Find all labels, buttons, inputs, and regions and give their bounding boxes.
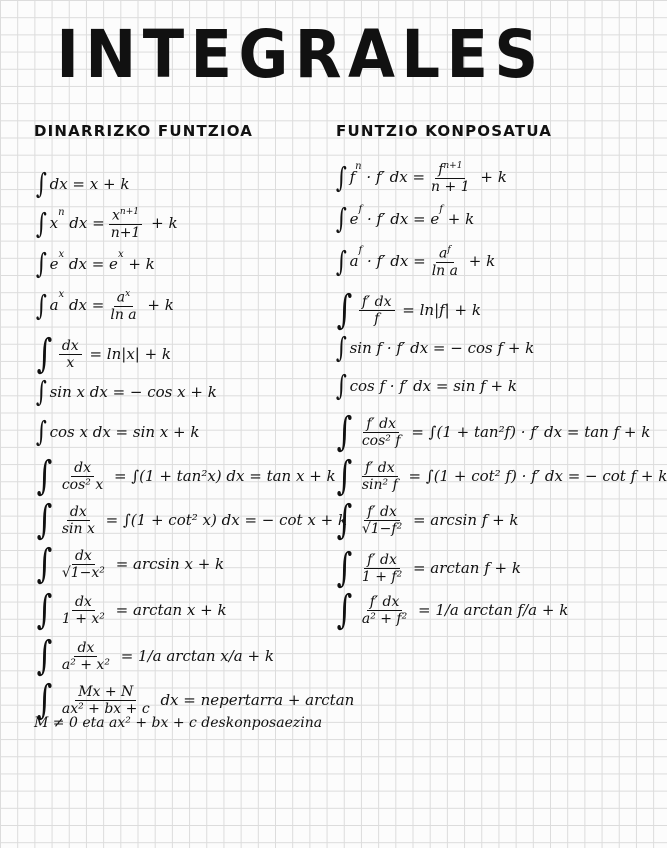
exponent: n+1 <box>443 161 463 171</box>
denominator: ln a <box>431 262 458 279</box>
formula-text: x <box>49 214 59 233</box>
formula-text: = ∫(1 + cot² f) · f′ dx = − cot f + k <box>403 466 667 485</box>
numerator-text: a <box>116 289 126 306</box>
formula-text: + k <box>463 252 496 271</box>
formula-text: sin f · f′ dx = − cos f + k <box>349 338 535 357</box>
formula-text: = arcsin x + k <box>110 554 225 573</box>
fraction <box>107 290 139 322</box>
numerator-text: dx <box>74 593 92 610</box>
exponent: f <box>358 245 363 256</box>
denominator: n + 1 <box>431 178 470 195</box>
integral-formula <box>34 375 217 408</box>
integral-sign: ∫ <box>335 160 347 194</box>
numerator <box>72 595 95 611</box>
integral-formula <box>34 167 130 200</box>
formula-text: + k <box>142 296 174 315</box>
formula-text: a <box>49 296 59 315</box>
denominator: sin x <box>61 520 95 537</box>
fraction <box>59 685 153 716</box>
fraction <box>59 641 113 672</box>
formula-text: + k <box>123 254 155 273</box>
formula-text: = ln|x| + k <box>84 344 172 363</box>
formula-text: dx = e <box>64 254 118 273</box>
integral-sign: ∫ <box>35 167 47 200</box>
formula-text: + k <box>442 209 475 228</box>
formula-text: f <box>349 168 356 187</box>
numerator-text: x <box>112 207 120 224</box>
integral-sign: ∫ <box>336 409 353 455</box>
integral-formula <box>334 545 521 591</box>
integral-formula <box>34 541 225 587</box>
fraction <box>359 461 401 492</box>
integral-sign: ∫ <box>336 497 353 543</box>
numerator-text: dx <box>69 503 87 520</box>
fraction <box>359 505 405 536</box>
page-title: INTEGRALES <box>56 16 545 93</box>
formula-text: = 1/a arctan x/a + k <box>115 646 274 665</box>
right-column-heading: FUNTZIO KONPOSATUA <box>336 122 553 140</box>
left-column-heading: DINARRIZKO FUNTZIOA <box>34 122 254 140</box>
numerator <box>364 505 400 521</box>
formula-text: + k <box>475 168 507 187</box>
integral-formula <box>334 202 475 235</box>
numerator <box>72 549 95 565</box>
integral-sign: ∫ <box>335 331 347 364</box>
integral-formula <box>334 409 651 455</box>
integral-formula <box>334 587 569 633</box>
formula-text: e <box>49 254 59 273</box>
numerator-text: dx <box>77 639 95 656</box>
integral-formula <box>34 453 336 499</box>
fraction <box>59 549 108 580</box>
integral-sign: ∫ <box>35 206 47 240</box>
integral-formula <box>334 162 507 194</box>
numerator-text: dx <box>61 337 79 354</box>
integral-formula <box>334 497 519 543</box>
integral-sign: ∫ <box>35 288 47 322</box>
fraction <box>59 505 98 536</box>
integral-formula <box>334 246 495 278</box>
integral-sign: ∫ <box>36 633 53 679</box>
integral-formula <box>34 415 200 448</box>
denominator: √1−x² <box>61 564 105 581</box>
numerator-text: f′ dx <box>367 503 397 520</box>
formula-text: dx = <box>64 214 105 233</box>
formula-text: dx = x + k <box>49 174 130 193</box>
integral-formula <box>334 369 517 402</box>
fraction <box>359 595 410 626</box>
fraction <box>359 417 404 448</box>
integral-formula <box>334 331 535 364</box>
integral-formula <box>34 290 174 322</box>
integral-sign: ∫ <box>36 497 53 543</box>
fraction <box>59 339 82 370</box>
formula-text: a <box>349 252 359 271</box>
numerator-text: f′ dx <box>364 459 395 476</box>
denominator: cos² x <box>61 476 104 493</box>
integral-sign: ∫ <box>35 375 47 408</box>
integral-formula <box>34 633 274 679</box>
exponent: x <box>58 249 65 260</box>
numerator <box>109 208 142 225</box>
condition-note: M ≠ 0 eta ax² + bx + c deskonposaezina <box>34 715 323 731</box>
fraction <box>359 553 405 584</box>
integral-formula <box>34 497 347 543</box>
integral-sign: ∫ <box>36 541 53 587</box>
denominator: cos² f <box>361 432 401 449</box>
denominator: 1 + x² <box>61 610 105 627</box>
exponent: x <box>125 289 131 299</box>
integral-sign: ∫ <box>36 331 53 377</box>
formula-text: = ln|f| + k <box>397 300 481 319</box>
numerator <box>67 505 90 521</box>
numerator <box>435 162 465 179</box>
denominator: n+1 <box>110 224 141 241</box>
fraction <box>429 246 461 278</box>
exponent: x <box>58 289 65 300</box>
formula-text: = arctan x + k <box>110 600 227 619</box>
numerator <box>74 641 97 657</box>
denominator: a² + x² <box>61 656 110 673</box>
denominator: √1−f² <box>361 520 403 537</box>
exponent: x <box>117 249 124 260</box>
integral-formula <box>334 287 481 333</box>
formula-text: e <box>349 209 359 228</box>
numerator-text: f′ dx <box>361 293 392 310</box>
denominator: ax² + bx + c <box>61 700 150 717</box>
integral-sign: ∫ <box>336 453 353 499</box>
formula-text: sin x dx = − cos x + k <box>49 382 217 401</box>
numerator <box>364 553 400 569</box>
numerator <box>114 290 133 307</box>
numerator-text: dx <box>74 547 92 564</box>
numerator <box>71 461 94 477</box>
numerator <box>59 339 82 355</box>
integral-sign: ∫ <box>336 287 353 333</box>
exponent: f <box>447 245 451 255</box>
integral-formula <box>34 587 227 633</box>
fraction <box>428 162 473 194</box>
formula-text: = arcsin f + k <box>408 510 519 529</box>
integral-sign: ∫ <box>35 247 47 280</box>
formula-text: cos x dx = sin x + k <box>49 422 200 441</box>
integral-sign: ∫ <box>36 453 53 499</box>
formula-text: = ∫(1 + tan²x) dx = tan x + k <box>109 466 336 485</box>
formula-text: dx = <box>64 296 105 315</box>
fraction <box>59 595 108 626</box>
numerator-text: f′ dx <box>367 551 397 568</box>
integral-sign: ∫ <box>335 202 347 235</box>
exponent: f <box>358 204 363 215</box>
numerator <box>359 295 395 311</box>
denominator: f <box>374 310 380 327</box>
numerator <box>363 417 399 433</box>
integral-formula <box>34 331 172 377</box>
integral-sign: ∫ <box>35 415 47 448</box>
formula-text: = ∫(1 + tan²f) · f′ dx = tan f + k <box>406 422 651 441</box>
numerator-text: a <box>438 245 448 262</box>
integral-sign: ∫ <box>336 587 353 633</box>
integral-sign: ∫ <box>335 244 347 278</box>
numerator-text: f′ dx <box>369 593 400 610</box>
fraction <box>108 208 144 240</box>
denominator: 1 + f² <box>361 568 403 585</box>
denominator: sin² f <box>361 476 398 493</box>
formula-text: · f′ dx = <box>362 252 426 271</box>
fraction <box>359 295 395 326</box>
formula-text: · f′ dx = e <box>362 209 440 228</box>
integral-sign: ∫ <box>36 677 53 723</box>
integral-formula <box>34 208 178 240</box>
fraction <box>59 461 106 492</box>
denominator: x <box>66 354 75 371</box>
formula-text: = 1/a arctan f/a + k <box>413 600 569 619</box>
integral-sign: ∫ <box>336 545 353 591</box>
numerator <box>75 685 136 701</box>
denominator: ln a <box>110 306 137 323</box>
denominator: a² + f² <box>361 610 408 627</box>
exponent: f <box>439 204 443 215</box>
numerator <box>436 246 454 263</box>
integral-sign: ∫ <box>36 587 53 633</box>
numerator-text: f′ dx <box>366 415 397 432</box>
formula-text: = ∫(1 + cot² x) dx = − cot x + k <box>100 510 347 529</box>
formula-text: + k <box>146 214 178 233</box>
numerator-text: Mx + N <box>78 683 134 700</box>
exponent: n <box>355 161 362 172</box>
formula-text: dx = nepertarra + arctan <box>155 690 355 709</box>
numerator-text: f <box>438 161 444 178</box>
exponent: n+1 <box>119 207 139 217</box>
formula-text: · f′ dx = <box>361 168 426 187</box>
numerator <box>367 595 403 611</box>
formula-text: = arctan f + k <box>408 558 521 577</box>
numerator-text: dx <box>74 459 91 476</box>
integral-formula <box>34 247 155 280</box>
exponent: n <box>58 207 65 218</box>
integral-formula <box>334 453 667 499</box>
numerator <box>362 461 398 477</box>
integral-sign: ∫ <box>335 369 347 402</box>
formula-text: cos f · f′ dx = sin f + k <box>349 376 517 395</box>
